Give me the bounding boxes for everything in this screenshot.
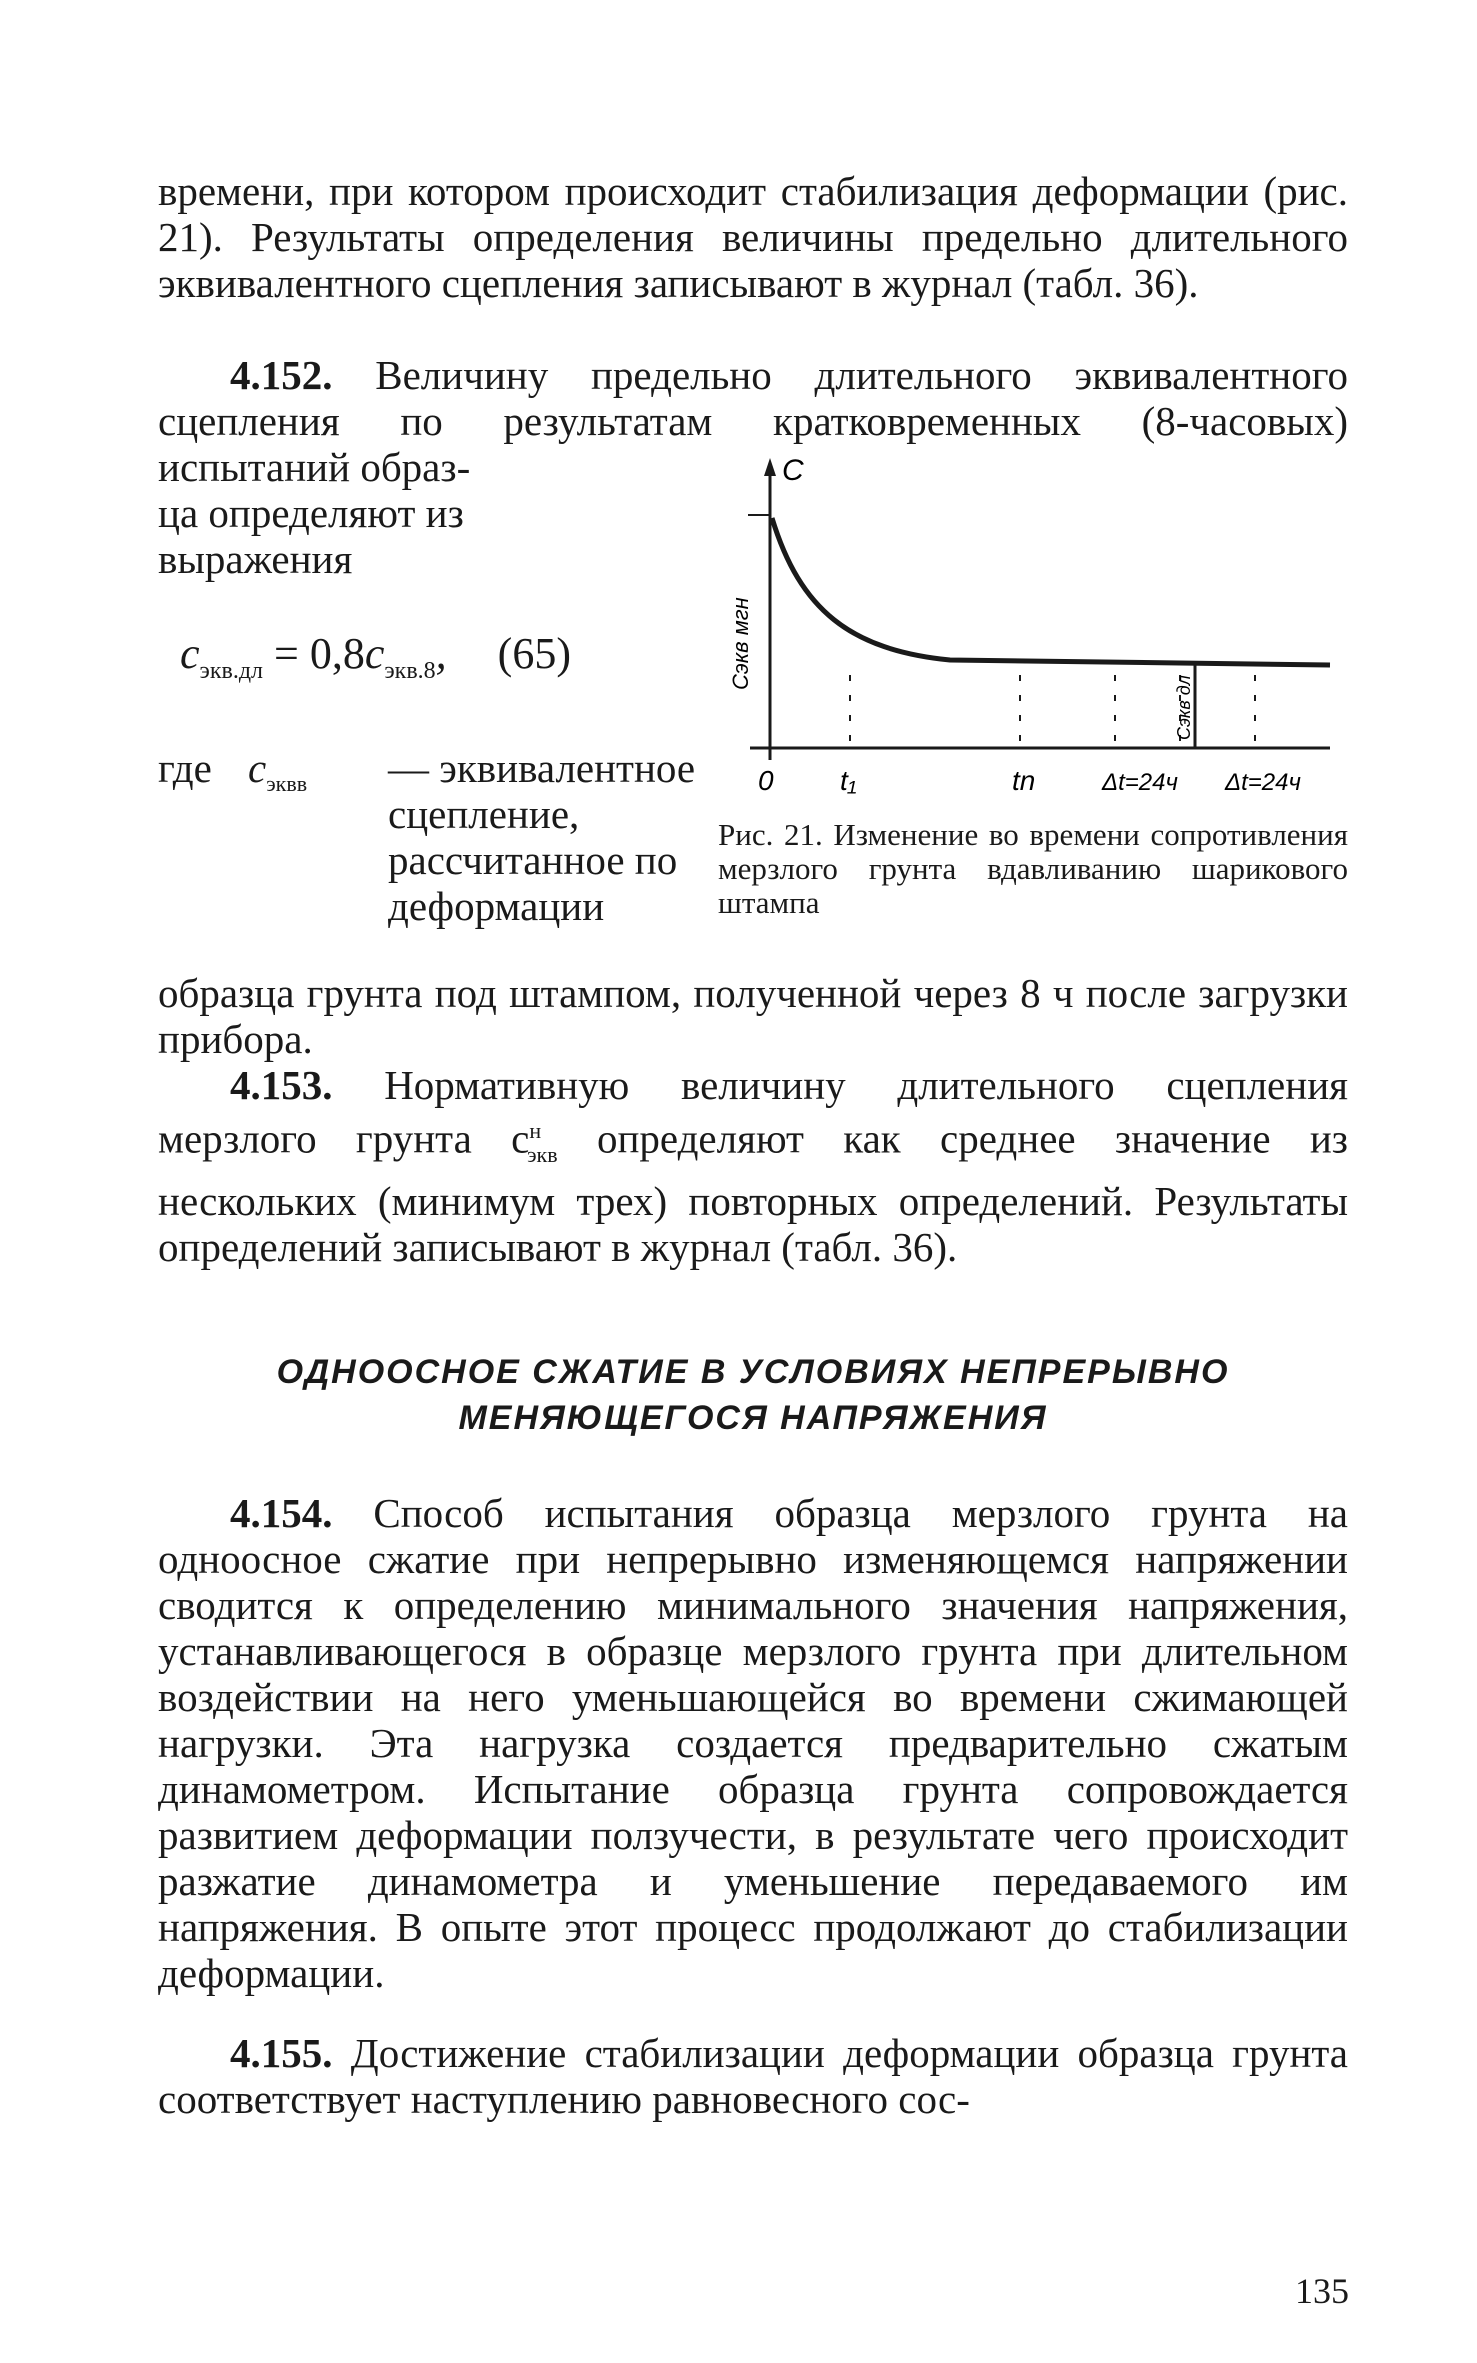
decay-curve [772,518,1330,665]
section-heading-line-1: ОДНООСНОЕ СЖАТИЕ В УСЛОВИЯХ НЕПРЕРЫВНО [276,1353,1230,1391]
paragraph-4-152-cont: образца грунта под штампом, полученной через 8 ч после загрузки прибора. [158,970,1348,1062]
paragraph-4-155-text: Достижение стабилизации деформации образца грунта соответствует наступлению равновесного сос- [158,2030,1348,2122]
p153-sub: экв [527,1141,558,1167]
tick-label-dt2: Δt=24ч [1225,769,1301,796]
paragraph-4-153-text-2: определяют как среднее значение из нескольких (минимум трех) повторных определений. Результаты определений записывают в журнал (табл. 36). [158,1115,1348,1270]
paragraph-top: времени, при котором происходит стабилизация деформации (рис. 21). Результаты определения величины предельно длительного эквивалентного сцепления записывают в журнал (табл. 36). [158,168,1348,306]
figure-caption: Рис. 21. Изменение во времени сопротивления мерзлого грунта вдавливанию шарикового штампа [718,817,1348,920]
section-number-4-152: 4.152. [230,352,333,398]
where-definition: — эквивалентное сцепление, рассчитанное по деформации [388,745,696,929]
where-symbol-c: c [248,745,267,791]
section-number-4-153: 4.153. [230,1062,333,1108]
formula-lhs-sub: экв.дл [199,658,264,684]
paragraph-4-153 [158,1062,1348,1270]
where-label: где [158,745,212,791]
figure-21-chart [690,450,1350,800]
page-number: 135 [1295,2271,1349,2311]
label-ceqv-mgn: Cэкв мгн [728,597,753,690]
tick-label-tn: tn [1012,765,1036,796]
formula-rhs-sub: экв.8 [384,658,436,684]
tick-label-dt1: Δt=24ч [1102,769,1178,796]
tick-label-0: 0 [758,765,774,796]
formula-number: (65) [497,629,571,678]
formula-rhs: c [364,629,385,678]
formula-eq: = 0,8 [274,629,365,678]
paragraph-4-152-wrap: ца определяют из выражения [158,490,464,582]
formula-lhs: c [180,629,200,678]
axis-label-c: C [782,454,804,487]
p153-sup: н [529,1118,542,1143]
formula-65: $c_{экв.дл} = 0,8c_{экв.8}$, (65) [180,629,571,684]
where-symbol [248,745,307,807]
paragraph-4-152-text: Величину предельно длительного эквивалентного сцепления по результатам кратковременных (8-часовых) испытаний образ- [158,352,1348,490]
paragraph-4-154 [158,1490,1348,1996]
paragraph-4-153-text: Нормативную величину длительного сцепления мерзлого грунта c [158,1062,1348,1162]
paragraph-4-155 [158,2030,1348,2122]
section-heading-line-2: МЕНЯЮЩЕГОСЯ НАПРЯЖЕНИЯ [458,1399,1048,1437]
paragraph-4-154-text: Способ испытания образца мерзлого грунта на одноосное сжатие при непрерывно изменяющемся напряжении сводится к определению минимального значения напряжения, устанавливающегося в образце мерзлого грунта при длительном воздействии на него уменьшающейся во времени сжимающей нагрузки. Эта нагрузка создается предварительно сжатым динамометром. Испытание образца грунта сопровождается развитием деформации ползучести, в результате чего происходит разжатие динамометра и уменьшение передаваемого им напряжения. В опыте этот процесс продолжают до стабилизации деформации. [158,1490,1349,1996]
label-ceqv-dl: Cэкв дл [1174,675,1194,740]
y-axis-arrow [764,458,776,476]
section-number-4-155: 4.155. [230,2030,333,2076]
where-symbol-sub: эквв [266,771,308,797]
section-number-4-154: 4.154. [230,1490,333,1536]
tick-label-t1: t₁ [840,765,857,796]
